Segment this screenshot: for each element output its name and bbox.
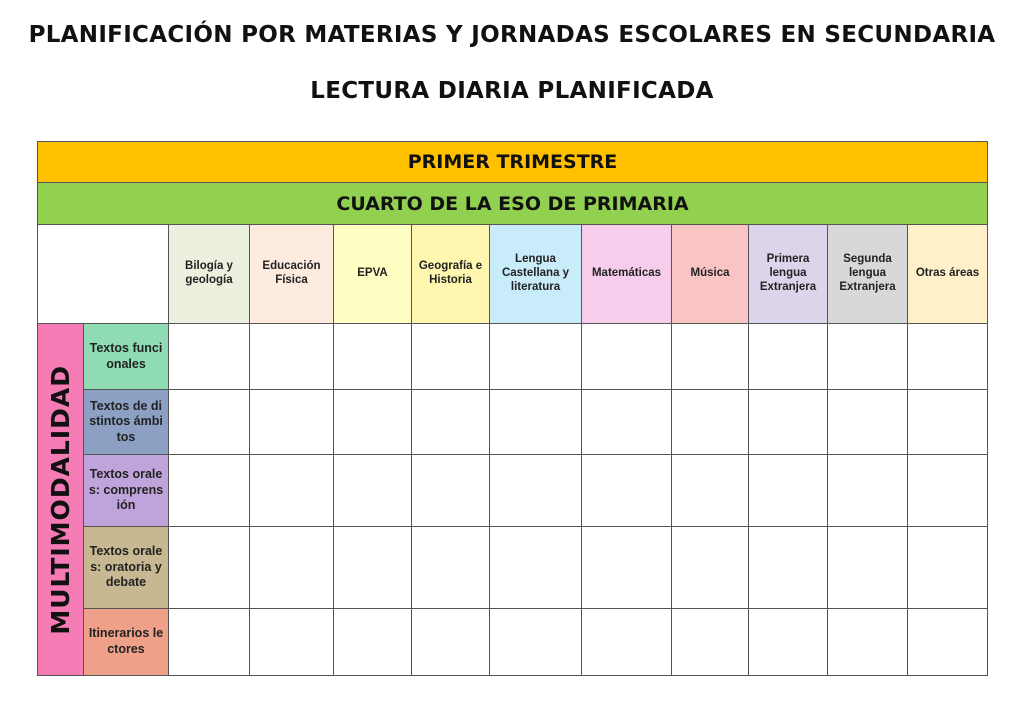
planning-cell[interactable]: [489, 323, 582, 390]
planning-cell[interactable]: [827, 323, 908, 390]
planning-cell[interactable]: [249, 389, 334, 455]
planning-cell[interactable]: [249, 323, 334, 390]
subject-header: Lengua Castellana y literatura: [489, 224, 582, 324]
planning-cell[interactable]: [748, 389, 828, 455]
planning-cell[interactable]: [168, 323, 250, 390]
planning-cell[interactable]: [671, 526, 749, 609]
planning-cell[interactable]: [489, 526, 582, 609]
planning-cell[interactable]: [671, 608, 749, 676]
planning-cell[interactable]: [249, 608, 334, 676]
planning-cell[interactable]: [489, 389, 582, 455]
planning-cell[interactable]: [827, 389, 908, 455]
term-band: PRIMER TRIMESTRE: [37, 141, 988, 183]
planning-cell[interactable]: [489, 608, 582, 676]
page-subtitle: LECTURA DIARIA PLANIFICADA: [310, 78, 714, 104]
row-label: Textos de distintos ámbitos: [83, 389, 169, 455]
planning-cell[interactable]: [581, 323, 672, 390]
row-label: Itinerarios lectores: [83, 608, 169, 676]
subject-header: Primera lengua Extranjera: [748, 224, 828, 324]
planning-cell[interactable]: [168, 608, 250, 676]
side-label: [37, 323, 84, 676]
planning-cell[interactable]: [748, 608, 828, 676]
planning-cell[interactable]: [581, 526, 672, 609]
planning-cell[interactable]: [581, 608, 672, 676]
planning-cell[interactable]: [671, 389, 749, 455]
planning-cell[interactable]: [748, 526, 828, 609]
planning-cell[interactable]: [581, 454, 672, 527]
planning-cell[interactable]: [907, 454, 988, 527]
planning-cell[interactable]: [411, 526, 490, 609]
planning-cell[interactable]: [249, 526, 334, 609]
planning-cell[interactable]: [333, 389, 412, 455]
planning-cell[interactable]: [411, 608, 490, 676]
planning-cell[interactable]: [333, 323, 412, 390]
planning-cell[interactable]: [168, 526, 250, 609]
planning-cell[interactable]: [249, 454, 334, 527]
side-label-text: MULTIMODALIDAD: [46, 364, 75, 635]
page-title: PLANIFICACIÓN POR MATERIAS Y JORNADAS ESCOLARES EN SECUNDARIA: [28, 22, 996, 48]
subject-header: Bilogía y geología: [168, 224, 250, 324]
planning-cell[interactable]: [411, 323, 490, 390]
planning-table: [37, 141, 987, 675]
planning-cell[interactable]: [907, 608, 988, 676]
planning-cell[interactable]: [489, 454, 582, 527]
planning-cell[interactable]: [411, 454, 490, 527]
subject-header: Segunda lengua Extranjera: [827, 224, 908, 324]
planning-cell[interactable]: [827, 526, 908, 609]
planning-cell[interactable]: [748, 454, 828, 527]
planning-cell[interactable]: [333, 608, 412, 676]
planning-cell[interactable]: [671, 323, 749, 390]
corner-cell: [37, 224, 169, 324]
planning-cell[interactable]: [907, 323, 988, 390]
planning-cell[interactable]: [333, 454, 412, 527]
row-label: Textos orales: oratoria y debate: [83, 526, 169, 609]
planning-cell[interactable]: [907, 526, 988, 609]
subject-header: EPVA: [333, 224, 412, 324]
course-band: CUARTO DE LA ESO DE PRIMARIA: [37, 182, 988, 225]
planning-cell[interactable]: [168, 454, 250, 527]
planning-cell[interactable]: [411, 389, 490, 455]
subject-header: Matemáticas: [581, 224, 672, 324]
subject-header: Otras áreas: [907, 224, 988, 324]
planning-cell[interactable]: [907, 389, 988, 455]
row-label: Textos funcionales: [83, 323, 169, 390]
planning-cell[interactable]: [827, 608, 908, 676]
planning-cell[interactable]: [581, 389, 672, 455]
subject-header: Geografía e Historia: [411, 224, 490, 324]
planning-cell[interactable]: [168, 389, 250, 455]
subject-header: Educación Física: [249, 224, 334, 324]
planning-cell[interactable]: [671, 454, 749, 527]
planning-cell[interactable]: [333, 526, 412, 609]
subject-header: Música: [671, 224, 749, 324]
planning-cell[interactable]: [827, 454, 908, 527]
row-label: Textos orales: comprensión: [83, 454, 169, 527]
planning-cell[interactable]: [748, 323, 828, 390]
